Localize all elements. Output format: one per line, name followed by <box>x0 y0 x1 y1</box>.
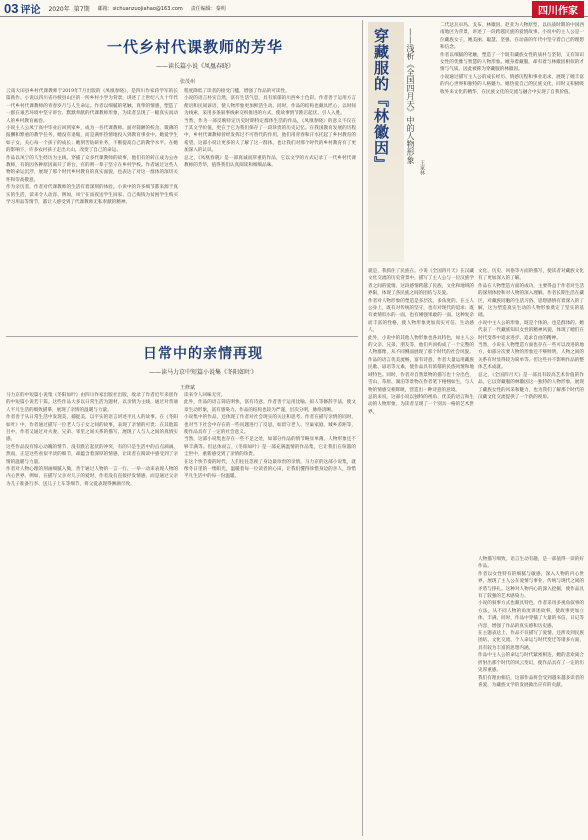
article3-title: 穿藏服的『林徽因』 <box>372 28 390 172</box>
issue-number: 第7期 <box>73 5 90 13</box>
article2-column-1: 马力京的中短篇小说集《冬阳如叶》由四川作家出版社出版，收录了作者近年来创作的中短篇小说若干篇。这些作品大多以日常生活为题材，以亲情为主线，通过对普通人平凡生活的细致描摹，展现了亲情的温暖与力量。 作者善于从日常生活中发现美、捕捉美，以平实的语言讲述平凡人的故事。在《冬阳如叶》中，作者通过描写一位老人与子女之间的故事，表现了亲情的可贵；在其他篇目中，作者又通过对夫妻、兄弟、邻里之间关系的描写，展现了人与人之间的真情实感。 这些作品没有惊心动魄的情节，没有跌宕起伏的冲突，有的只是生活中的点点滴滴。然而，正是这些看似平淡的细节，却蕴含着深厚的情感，让读者在阅读中感受到了亲情的温暖与力量。 作者对人物心理的刻画细腻入微，善于通过人物的一言一行、一举一动来表现人物的内心世界。例如，在描写父亲对儿子的爱时，作者没有直接抒发情感，而是通过父亲为儿子准备行李、送儿子上车等细节，将父爱表现得淋漓尽致。 <box>6 393 178 487</box>
article2-column-2: 读来令人回味无穷。 此外，作品的语言简洁明快，富有诗意。作者善于运用比喻、拟人等修辞手法，使文章生动形象，富有感染力。作品的结构也较为严谨，层次分明，脉络清晰。 小说集中的作品，还体现了作者对社会现实的关注和思考。作者在描写亲情的同时，也对当下社会中存在的一些问题进行了反思，如留守老人、空巢家庭、城乡差距等，使作品具有了一定的社会意义。 当然，这部小说集也存在一些不足之处，如部分作品的情节略显单薄，人物形象还不够丰满等。但总体而言，《冬阳如叶》是一部充满温情的作品集，它让我们在喧嚣的尘世中，重新感受到了亲情的珍贵。 在这个快节奏的时代，人们往往忽视了身边最珍贵的亲情。马力京的这部小说集，就像冬日里的一缕阳光，温暖着每一位读者的心田，让我们懂得珍惜身边的亲人，珍惜平凡生活中的每一份温暖。 <box>184 393 356 480</box>
article3-column-d: 人物描写细致，语言生动有趣，是一部值得一读的好作品。 作者以女性特有的细腻与敏感，深入人物的内心世界，展现了主人公在爱情与事业、传统与现代之间的矛盾与挣扎。这种对人物内心的深入挖掘，使作品具有了较强的艺术感染力。 小说的叙事方式也颇具特色，作者采用多视角叙事的方法，从不同人物的角度讲述故事，使故事更加立体、丰满。同时，作品中穿插了大量的书信、日记等内容，增强了作品的真实感和历史感。 在主题表达上，作品不仅描写了爱情，还涉及到民族团结、文化交流、个人命运与时代变迁等诸多方面，具有较为丰富的思想内涵。 作品中主人公的命运与时代紧密相连，她的悲欢离合折射出那个时代的风云变幻，使作品具有了一定的历史厚重感。 我们有理由相信，这部作品将会受到越来越多读者的喜爱，为藏族文学的发展做出应有的贡献。 <box>478 557 584 688</box>
article1-title: 一代乡村代课教师的芳华 <box>106 38 283 56</box>
article2-author: 王修斌 <box>180 385 196 391</box>
article3-column-b: 就是，我抓住了民族在。小说《全国四月天》在汉藏文化交流的历史背景中，描写了主人公与一位汉族学者之间的爱情。这段感情跨越了民族、文化和地域的界限，体现了各民族之间的团结与友爱。 作者对人物形象的塑造是多层次、多角度的。在主人公身上，既有对传统的坚守，也有对现代的追求；既有柔情似水的一面，也有刚强果敢的一面。这种复杂而丰富的性格，使人物形象更加真实可信、生动感人。 此外，小说中的其他人物形象也各具特色，如主人公的父亲、兄弟、朋友等，他们共同构成了一个完整的人物群像，从不同侧面展现了那个时代的社会风貌。 作品的语言优美流畅，富有诗意，作者大量运用藏族民歌、谚语等元素，使作品具有浓郁的民族风情和地域特色。同时，作者对自然景物的描写也十分出色，雪山、草原、湖泊等景物在作者笔下栩栩如生，与人物的情感交相辉映，营造出一种诗意的意境。 总的来说，这部小说以独特的视角、优美的语言和生动的人物形象，为读者呈现了一个别具一格的艺术世界。 <box>368 269 474 415</box>
issue-year: 2020年 <box>48 5 70 13</box>
article3-author: 王家林 <box>419 160 425 175</box>
article1-column-2: 程度降低了读者的接受门槛，增强了作品的可读性。 小说的语言朴实自然，富有生活气息，具有浓郁的川西乡土色彩。作者善于运用方言俚语和民间谚语，使人物形象更加鲜活生动。同时，作品的结构也颇具匠心，以时间为线索，采用多条叙事线索交织推进的方式，使故事情节跌宕起伏、引人入胜。 当然，作为一部反映特定历史时期特定群体生活的作品，《凤凰春晓》的意义不仅在于其文学价值，更在于它为我们保存了一段珍贵的历史记忆。在我国教育发展的历程中，乡村代课教师曾经发挥过不可替代的作用，他们用青春和汗水托起了乡村教育的希望。这部小说让更多的人了解了这一群体，也让我们对那个时代的乡村教育有了更加深入的认识。 总之，《凤凰春晓》是一部真诚而厚重的作品，它以文学的方式记录了一代乡村代课教师的芳华，值得我们认真阅读和细细品味。 <box>184 89 356 169</box>
article2-title: 日常中的亲情再现 <box>143 346 263 362</box>
article2-subtitle: ——读马力京中短篇小说集《冬阳如叶》 <box>148 369 257 376</box>
page-number: 03 <box>4 0 19 16</box>
article1-subtitle: ——读长篇小说《凤凰春晓》 <box>155 63 234 70</box>
column-divider <box>362 20 363 836</box>
page-header <box>0 0 588 17</box>
article1-column-1: 云南大田县乡村代课教师于2019年7月出版的《凤凰春晓》，是四川作家蒋学军的长篇新作。小说以四川省丹棱县山区的一所乡村小学为背景，讲述了上世纪八九十年代一代乡村代课教师的青春岁月与人生命运。作者以细腻的笔触、真挚的情感，塑造了一群在艰苦环境中坚守讲台、默默奉献的代课教师形象，为读者呈现了一幅真实而动人的乡村教育画卷。 小说主人公凤宁高中毕业后回到家乡，成为一名代课教师。面对简陋的校舍、微薄的报酬和繁重的教学任务，她没有退缩，而是满怀热情地投入到教育事业中。她爱学生如子女，关心每一个孩子的成长；她刻苦钻研业务，不断提高自己的教学水平。在她的影响下，许多农村孩子走出大山，改变了自己的命运。 作品以凤宁的人生经历为主线，穿插了众多代课教师的故事，他们有的转正成为公办教师，有的因各种原因离开了讲台，有的则一辈子坚守在乡村学校。作者通过这些人物的命运沉浮，展现了那个时代乡村教育的真实面貌，也表达了对这一群体的深切关怀和崇高敬意。 作为亲历者，作者对代课教师的生活有着深刻的体验。小说中的许多细节都来源于真实的生活，读来令人动容。例如，凤宁在雨夜送学生回家、自己掏钱为贫困学生购买学习用品等情节，都让人感受到了代课教师无私奉献的精神。 <box>6 89 178 206</box>
article3-title-panel <box>368 22 404 262</box>
article3-column-a: 二代达瓦卓玛、戈布、林徽因、赵亚为人物原型，以抗战时期的中国西南地区为背景，讲述了一段跨越民族的爱情故事。小说中的主人公是一位藏族女子，她美丽、聪慧、坚强，在动荡的年代中坚守着自己的理想和信念。 作者以细腻的笔触，塑造了一个既有藏族女性的质朴与坚韧，又有知识女性的优雅与智慧的人物形象。她身着藏服，却有着与林徽因相似的才情与气质，因此被称为穿藏服的林徽因。 小说通过描写主人公的成长经历、情感历程和事业追求，展现了她丰富的内心世界和独特的人格魅力。她热爱自己的民族文化，同时又积极吸收外来文化的精华，在民族文化的交流与融合中实现了自我价值。 <box>440 23 584 95</box>
editor: 责任编辑：秦明 <box>190 5 226 12</box>
article1-title-block <box>100 36 290 70</box>
article3-column-c: 文化、历史、风俗等方面的描写，使读者对藏族文化有了更加深入的了解。 作品在人物塑造方面的成功，主要得益于作者对生活的深刻体验和对人物的深入理解。作者长期生活在藏区，对藏族同胞的生活习俗、思想感情有着深入的了解，这为塑造真实生动的人物形象奠定了坚实的基础。 小说中主人公的形象，既是个体的，也是群体的。她代表了一代藏族知识女性的精神风貌，体现了她们在时代变革中追求进步、追求自由的精神。 当然，小说在人物塑造方面也存在一些可以改进的地方，如部分次要人物的形象还不够鲜明，人物之间的关系有时显得较为简单等。但这些并不影响作品的整体艺术成就。 总之，《全国四月天》是一部具有较高艺术价值的作品，它以穿藏服的林徽因这一独特的人物形象，展现了藏族女性的风采和魅力，也为我们了解那个时代的汉藏文化交流提供了一个新的视角。 <box>478 269 584 400</box>
article2-title-block <box>118 343 288 376</box>
article3-subtitle: ——浅析《全国四月天》中的人物形象 <box>406 28 415 164</box>
section-name: 评论 <box>20 4 41 16</box>
divider <box>6 336 358 337</box>
article1-author: 张茂州 <box>180 79 196 85</box>
brand-logo: 四川作家 <box>532 1 584 18</box>
email: 邮箱：sichuanzuojiahao@163.com <box>97 5 183 12</box>
